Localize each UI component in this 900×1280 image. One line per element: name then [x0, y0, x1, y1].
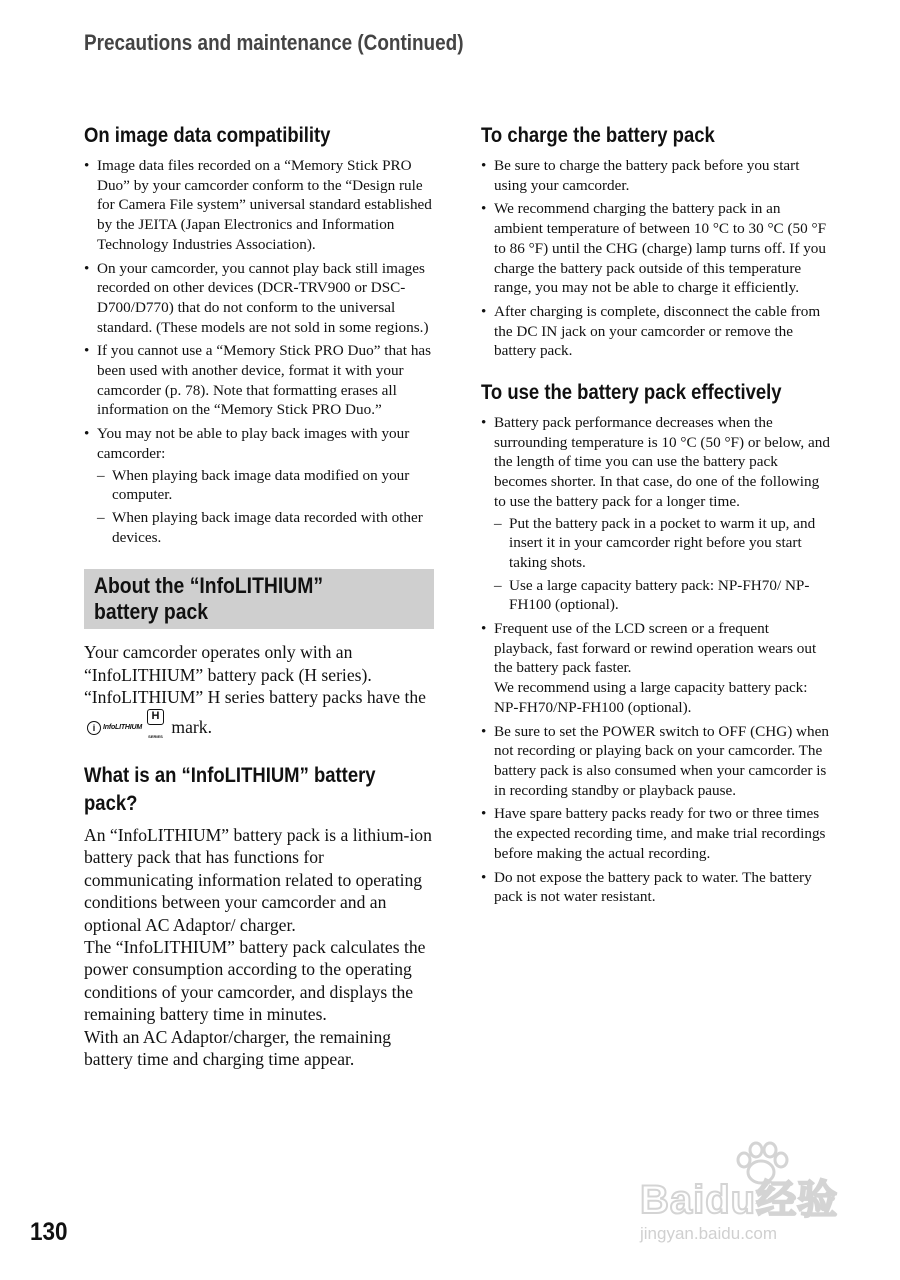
infolithium-h-logo-icon [87, 709, 164, 748]
list-item-text: Battery pack performance decreases when the surrounding temperature is 10 °C (50 °F) or below, and the length of time you can use the battery pack becomes shorter. In that case, do one of the following to use the battery pack for a longer time. [494, 414, 830, 510]
page-number: 130 [30, 1218, 68, 1246]
intro-paragraph [84, 641, 434, 748]
effective-use-list [481, 413, 831, 907]
series-label: SERIES [148, 733, 163, 739]
left-column [84, 122, 434, 1070]
sub-list [97, 466, 434, 548]
sub-list-item: – Use a large capacity battery pack: NP-FH70/ NP-FH100 (optional). [494, 576, 831, 615]
list-item: • On your camcorder, you cannot play back still images recorded on other devices (DCR-TRV900 or DSC-D700/D770) that do not conform to the universal standard. (These models are not sold in some regions.) [84, 259, 434, 338]
infolithium-section-title-line1: About the “InfoLITHIUM” [94, 573, 324, 599]
intro-suffix: mark. [171, 716, 212, 737]
list-item [84, 424, 434, 547]
what-is-infolithium-body [84, 824, 434, 1070]
list-item: • Do not expose the battery pack to water. The battery pack is not water resistant. [481, 868, 831, 907]
sub-list [494, 514, 831, 616]
sub-list-item: – Put the battery pack in a pocket to warm it up, and insert it in your camcorder right before you start taking shots. [494, 514, 831, 573]
list-item: • We recommend charging the battery pack in an ambient temperature of between 10 °C to 30 °C (50 °F to 86 °F) until the CHG (charge) lamp turns off. If you charge the battery pack outside of this temperature range, you may not be able to charge it efficiently. [481, 199, 831, 298]
list-item: • Have spare battery packs ready for two or three times the expected recording time, and make trial recordings before making the actual recording. [481, 804, 831, 863]
infolithium-logo-text: InfoLITHIUM [103, 724, 143, 732]
what-is-infolithium-heading: What is an “InfoLITHIUM” battery pack? [84, 763, 376, 815]
watermark-url: jingyan.baidu.com [640, 1224, 778, 1243]
baidu-watermark [636, 1140, 856, 1250]
paragraph: The “InfoLITHIUM” battery pack calculates the power consumption according to the operating conditions of your camcorder, and displays the remaining battery time in minutes. [84, 937, 426, 1025]
charge-list [481, 156, 831, 361]
list-item-text: You may not be able to play back images with your camcorder: [97, 425, 410, 462]
watermark-brand: Baidu经验 [640, 1178, 839, 1222]
image-data-list [84, 156, 434, 547]
paragraph: An “InfoLITHIUM” battery pack is a lithium-ion battery pack that has functions for communicating information related to operating conditions between your camcorder and an optional AC Adaptor/ charger. [84, 824, 432, 935]
info-i-icon: i [87, 721, 101, 735]
list-item-text: We recommend using a large capacity battery pack: NP-FH70/NP-FH100 (optional). [494, 679, 808, 716]
sub-list-item: – When playing back image data recorded with other devices. [97, 508, 434, 547]
list-item [481, 413, 831, 615]
list-item [481, 619, 831, 718]
list-item-text: • Frequent use of the LCD screen or a frequent playback, fast forward or rewind operation wears out the battery pack faster. [494, 620, 817, 677]
list-item: • After charging is complete, disconnect the cable from the DC IN jack on your camcorder or remove the battery pack. [481, 302, 831, 361]
h-letter: H [147, 709, 164, 725]
effective-use-heading: To use the battery pack effectively [481, 381, 782, 405]
infolithium-section-title-line2: battery pack [94, 599, 209, 625]
charge-heading: To charge the battery pack [481, 124, 715, 147]
list-item: • If you cannot use a “Memory Stick PRO Duo” that has been used with another device, format it with your camcorder (p. 78). Note that formatting erases all information on the “Memory Stick PRO Duo.” [84, 341, 434, 420]
list-item: • Image data files recorded on a “Memory Stick PRO Duo” by your camcorder conform to the “Design rule for Camera File system” universal standard established by the JEITA (Japan Electronics and Information Technology Industries Association). [84, 156, 434, 255]
right-column [481, 122, 831, 911]
infolithium-intro [84, 641, 434, 748]
infolithium-section-box [84, 569, 434, 629]
h-series-icon [147, 709, 164, 748]
sub-list-item: – When playing back image data modified on your computer. [97, 466, 434, 505]
running-header: Precautions and maintenance (Continued) [84, 30, 464, 55]
paragraph: With an AC Adaptor/charger, the remaining battery time and charging time appear. [84, 1026, 392, 1070]
intro-text: Your camcorder operates only with an “InfoLITHIUM” battery pack (H series). “InfoLITHIUM” H series battery packs have the [84, 642, 426, 708]
image-data-heading: On image data compatibility [84, 124, 331, 147]
list-item: • Be sure to set the POWER switch to OFF (CHG) when not recording or playing back on your camcorder. The battery pack is also consumed when your camcorder is in recording standby or playback pause. [481, 722, 831, 801]
list-item: • Be sure to charge the battery pack before you start using your camcorder. [481, 156, 831, 195]
